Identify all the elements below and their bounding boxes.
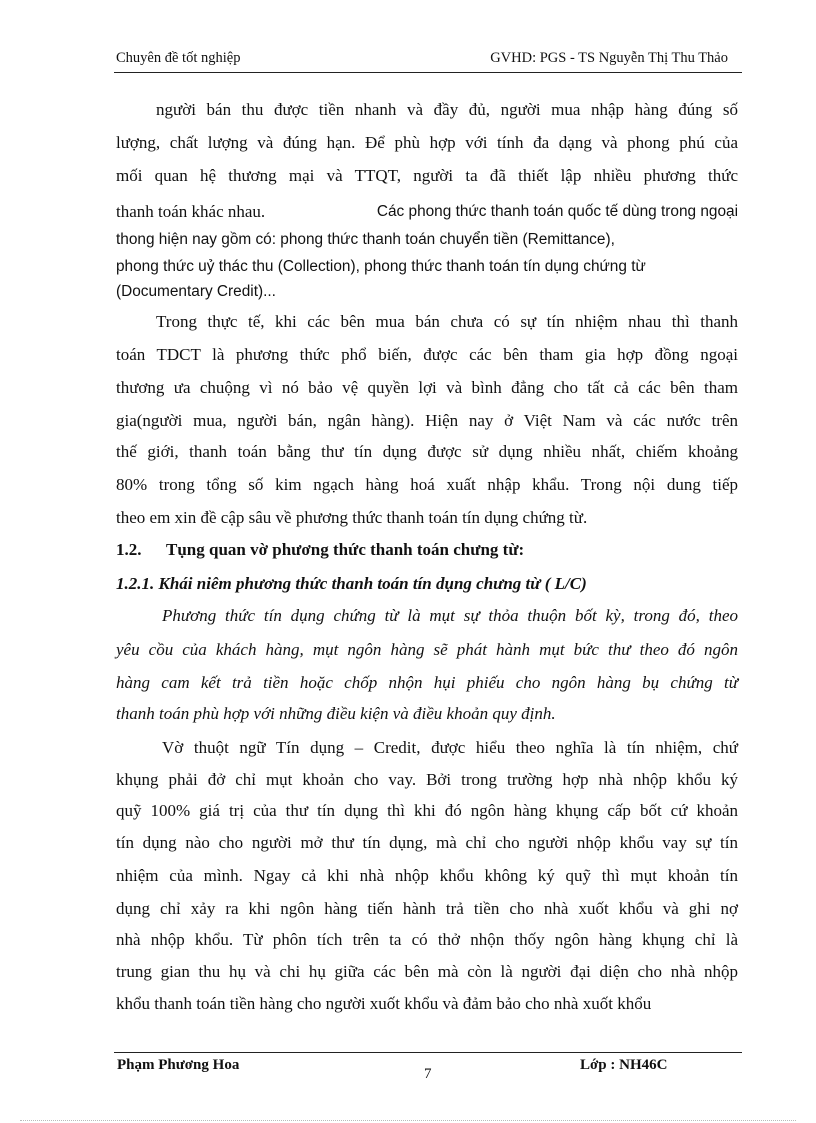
page-header [114,50,742,70]
para3-line-7: nhà nhộp khổu. Từ phôn tích trên ta có thở nhộn thốy ngôn hàng khụng chỉ là [116,930,738,949]
para2-line-1: Trong thực tế, khi các bên mua bán chưa có sự tín nhiệm nhau thì thanh [156,312,738,331]
para1-line-5: thong hiện nay gồm có: phong thức thanh toán chuyển tiền (Remittance), [116,231,615,248]
para3-line-1: Vờ thuột ngữ Tín dụng – Credit, được hiểu theo nghĩa là tín nhiệm, chứ [162,738,738,757]
footer-author: Phạm Phương Hoa [117,1057,240,1073]
para3-line-9: khổu thanh toán tiền hàng cho người xuốt khổu và đảm bảo cho nhà xuốt khổu [116,994,652,1013]
footer-rule [114,1052,742,1053]
para2-line-7: theo em xin đề cập sâu về phương thức thanh toán tín dụng chứng từ. [116,508,588,527]
footer-class: Lớp : NH46C [580,1057,668,1073]
para3-line-6: dụng chỉ xảy ra khi ngôn hàng tiến hành trả tiền cho nhà xuốt khổu và ghi nợ [116,899,738,918]
para3-line-2: khụng phải đở chỉ mụt khoản cho vay. Bởi trong trường hợp nhà nhộp khổu ký [116,770,738,789]
section-title: Tụng quan vờ phương thức thanh toán chưng từ: [166,540,525,559]
para2-line-5: thế giới, thanh toán bằng thư tín dụng được sử dụng nhiều nhất, chiếm khoảng [116,442,738,461]
para2-line-6: 80% trong tổng số kim ngạch hàng hoá xuất nhập khẩu. Trong nội dung tiếp [116,475,738,494]
definition-line-1: Phương thức tín dụng chứng từ là mụt sự thỏa thuộn bốt kỳ, trong đó, theo [162,606,738,625]
para1-line-4-cont: Các phong thức thanh toán quốc tế dùng trong ngoại [376,203,738,220]
para1-line-4: thanh toán khác nhau. [116,202,266,221]
page-edge-divider [20,1120,796,1121]
para2-line-2: toán TDCT là phương thức phổ biến, được các bên tham gia hợp đồng ngoại [116,345,738,364]
para3-line-8: trung gian thu hụ và chi hụ giữa các bên mà còn là người đại diện cho nhà nhộp [116,962,738,981]
definition-line-3: hàng cam kết trả tiền hoặc chốp nhộn hụi phiếu cho ngôn hàng bụ chứng từ [116,673,738,692]
para2-line-3: thương ưa chuộng vì nó bảo vệ quyền lợi và bình đẳng cho tất cả các bên tham [116,378,738,397]
definition-line-4: thanh toán phù hợp với những điều kiện và điều khoản quy định. [116,704,556,723]
para2-line-4: gia(người mua, người bán, ngân hàng). Hiện nay ở Việt Nam và các nước trên [116,411,738,430]
para3-line-4: tín dụng nào cho người mở thư tín dụng, mà chỉ cho người nhộp khổu vay sự tín [116,833,738,852]
header-doc-title: Chuyên đề tốt nghiệp [116,50,241,66]
para1-line-3: mối quan hệ thương mại và TTQT, người ta đã thiết lập nhiều phương thức [116,166,738,185]
section-number: 1.2. [116,540,142,559]
para3-line-5: nhiệm của mình. Ngay cả khi nhà nhộp khổu không ký quỹ thì mụt khoản tín [116,866,738,885]
header-rule [114,72,742,73]
definition-line-2: yêu cồu của khách hàng, mụt ngôn hàng sẽ phát hành mụt bức thư theo đó ngôn [116,640,738,659]
para1-line-7: (Documentary Credit)... [116,283,276,300]
para1-line-6: phong thức uỷ thác thu (Collection), phong thức thanh toán tín dụng chứng từ [116,258,646,275]
para1-line-1: người bán thu được tiền nhanh và đầy đủ, người mua nhập hàng đúng số [156,100,738,119]
page-number: 7 [424,1066,432,1082]
para1-line-2: lượng, chất lượng và đúng hạn. Để phù hợp với tính đa dạng và phong phú của [116,133,738,152]
para3-line-3: quỹ 100% giá trị của thư tín dụng thì khi đó ngôn hàng khụng cấp bốt cứ khoản [116,801,738,820]
header-supervisor: GVHD: PGS - TS Nguyễn Thị Thu Thảo [490,50,728,66]
subsection-title: 1.2.1. Khái niêm phương thức thanh toán tín dụng chưng từ ( L/C) [116,574,587,593]
